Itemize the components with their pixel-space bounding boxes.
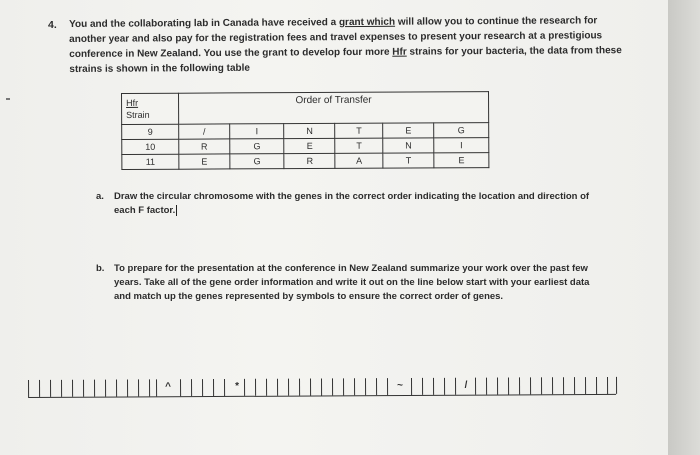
strain-cell: 11 xyxy=(122,154,179,169)
answer-line-tick xyxy=(255,379,256,396)
answer-line-tick xyxy=(497,378,498,395)
table-row xyxy=(122,153,489,170)
answer-line-tick xyxy=(486,378,487,395)
answer-line-tick xyxy=(310,379,311,396)
strain-cell: 10 xyxy=(122,139,179,154)
caret-symbol: ^ xyxy=(165,381,171,393)
tilde-symbol: ~ xyxy=(397,380,403,392)
table-header-row xyxy=(122,92,489,125)
part-a-letter: a. xyxy=(96,191,104,202)
strain-header xyxy=(122,93,179,124)
answer-line-tick xyxy=(607,377,608,394)
answer-line-tick xyxy=(422,378,423,395)
gene-cell: E xyxy=(434,153,489,168)
answer-line-tick xyxy=(444,378,445,395)
answer-line-tick xyxy=(105,380,106,397)
gene-cell: G xyxy=(434,123,489,138)
answer-line-tick xyxy=(61,380,62,397)
gene-cell: G xyxy=(230,139,285,154)
gene-cell: E xyxy=(284,138,335,153)
answer-line-tick xyxy=(213,379,214,396)
answer-line-tick xyxy=(244,379,245,396)
answer-line-tick xyxy=(475,378,476,395)
answer-line-tick xyxy=(365,378,366,395)
gene-cell: N xyxy=(284,123,335,138)
margin-mark xyxy=(6,98,10,100)
gene-cell: E xyxy=(383,123,434,138)
answer-line-tick xyxy=(455,378,456,395)
answer-line-tick xyxy=(156,379,157,396)
answer-line-tick xyxy=(519,377,520,394)
answer-line-tick xyxy=(321,378,322,395)
answer-line-tick xyxy=(191,379,192,396)
answer-line-tick xyxy=(433,378,434,395)
gene-cell: N xyxy=(383,138,434,153)
answer-line-tick xyxy=(552,377,553,394)
part-b-letter: b. xyxy=(96,263,105,274)
question-text xyxy=(69,13,629,77)
answer-line-tick xyxy=(28,380,29,397)
gene-cell: A xyxy=(335,153,383,168)
gene-cell: I xyxy=(230,124,285,139)
question-link-text: grant which xyxy=(338,16,396,29)
slash-symbol: / xyxy=(464,379,468,391)
gene-cell: R xyxy=(179,139,230,154)
answer-line-tick xyxy=(277,379,278,396)
answer-line-tick xyxy=(39,380,40,397)
answer-line-tick xyxy=(149,379,150,396)
answer-line-tick xyxy=(288,379,289,396)
strain-header-label: Strain xyxy=(126,109,150,120)
question-text-part: strains for your bacteria, the data from these strains is shown in the following table xyxy=(69,45,622,75)
answer-line-tick xyxy=(596,377,597,394)
part-a-text-content: Draw the circular chromosome with the genes in the correct order indicating the location and direction of each F factor. xyxy=(114,191,590,216)
answer-line-ticks xyxy=(28,375,616,378)
answer-line-tick xyxy=(202,379,203,396)
question-text-part: will allow you to continue the research for another year and also pay for the registration fees and travel expenses to present your research at a prestigious conference in New Zealand. You use the grant to develop four more xyxy=(69,15,603,60)
answer-line-tick xyxy=(376,378,377,395)
question-number: 4. xyxy=(48,19,57,31)
answer-line-tick xyxy=(180,379,181,396)
answer-line-tick xyxy=(138,379,139,396)
answer-line-tick xyxy=(266,379,267,396)
gene-cell: / xyxy=(179,124,230,139)
answer-line-tick xyxy=(332,378,333,395)
asterisk-symbol: * xyxy=(235,380,240,392)
answer-line-tick xyxy=(224,379,225,396)
order-of-transfer-header: Order of Transfer xyxy=(179,92,489,125)
answer-line-tick xyxy=(411,378,412,395)
gene-cell: R xyxy=(284,153,335,168)
answer-line-tick xyxy=(50,380,51,397)
answer-line-tick xyxy=(574,377,575,394)
strain-cell: 9 xyxy=(122,124,179,139)
part-a-text xyxy=(114,190,592,218)
hfr-word: Hfr xyxy=(392,46,407,58)
answer-line-tick xyxy=(72,380,73,397)
answer-line-tick xyxy=(127,379,128,396)
answer-line-tick xyxy=(563,377,564,394)
part-b-text: To prepare for the presentation at the conference in New Zealand summarize your work over the past few years. Take all of the gene order information and write it out on the line below start with your earliest data and match up the genes represented by symbols to ensure the correct order of genes. xyxy=(114,263,590,302)
answer-line-tick xyxy=(585,377,586,394)
gene-cell: T xyxy=(335,123,383,138)
answer-line-tick xyxy=(616,377,617,394)
answer-line-tick xyxy=(541,377,542,394)
gene-cell: T xyxy=(335,138,383,153)
answer-line-tick xyxy=(94,380,95,397)
strain-header-hfr: Hfr xyxy=(126,97,139,108)
page-edge-shadow xyxy=(668,0,700,455)
gene-cell: E xyxy=(179,154,230,169)
gene-cell: I xyxy=(434,138,489,153)
answer-line-tick xyxy=(508,377,509,394)
text-cursor xyxy=(176,205,177,216)
question-text-part: You and the collaborating lab in Canada have received a xyxy=(69,17,339,30)
answer-line-tick xyxy=(343,378,344,395)
gene-cell: T xyxy=(383,153,434,168)
answer-line-tick xyxy=(530,377,531,394)
gene-order-answer-line[interactable] xyxy=(28,375,616,398)
answer-line-tick xyxy=(116,380,117,397)
answer-line-tick xyxy=(387,378,388,395)
answer-line-tick xyxy=(83,380,84,397)
answer-line-tick xyxy=(354,378,355,395)
gene-cell: G xyxy=(230,154,285,169)
answer-line-tick xyxy=(299,379,300,396)
order-of-transfer-table xyxy=(121,91,489,170)
